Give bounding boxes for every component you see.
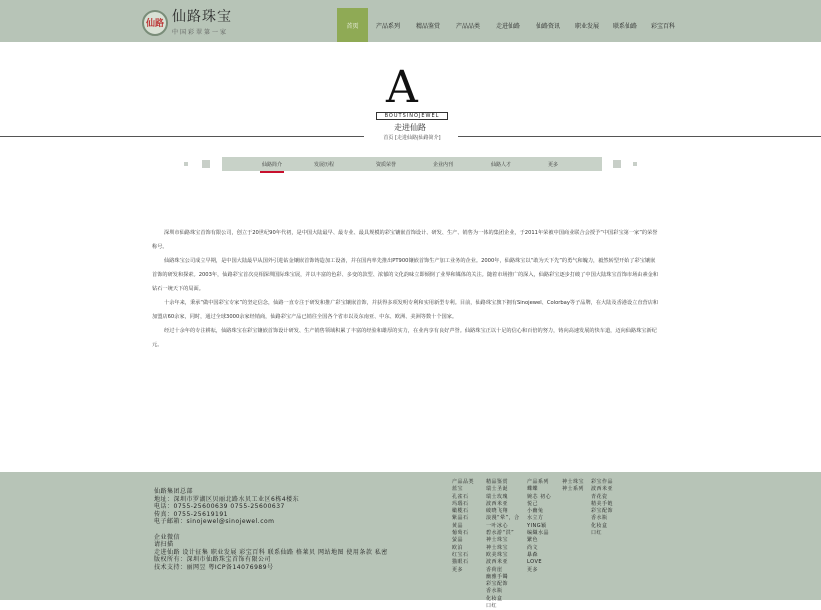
footer-col-series [527, 479, 551, 574]
tab-talent[interactable]: 仙路人才 [490, 161, 511, 168]
footer-link[interactable]: 水立方 [527, 515, 544, 522]
footer-link[interactable]: 黄晶 [452, 522, 464, 529]
footer-link[interactable]: 欧泊 [452, 544, 464, 551]
footer-link[interactable]: 精美手链 [591, 500, 614, 507]
footer-link[interactable]: 口红 [591, 530, 603, 537]
footer-link[interactable]: 更多 [452, 566, 464, 573]
footer-link[interactable]: 编織水晶 [527, 530, 550, 537]
next-arrow[interactable] [613, 160, 621, 168]
footer-link[interactable]: 蓝宝 [452, 486, 464, 493]
logo[interactable] [142, 9, 232, 36]
breadcrumb[interactable]: 首页 [走进仙路|仙路简介] [383, 135, 441, 141]
footer-link[interactable]: 波西米亚 [591, 486, 614, 493]
article-paragraph: 十余年来，秉承“做中国彩宝专家”的坚定信念，仙路一直专注于研发和推广彩宝镶嵌首饰，并获得多项发明专利和实用新型专利。目前，仙路珠宝旗下拥有Sinojewel、Colorbay等子品牌，在大陆及香港设立直营店和加盟店60余家，同时，通过全球3000余家经销商，仙路彩宝产品已销往全国各个省市以及东南亚、中东、欧洲、美洲等数十个国家。 [152, 300, 659, 320]
page-title: 走进仙路 [394, 123, 426, 132]
footer-wechat-label: 企业微信 [154, 533, 181, 541]
logo-emblem-icon: 仙路 [142, 10, 168, 36]
tab-honors[interactable]: 资质荣誉 [375, 161, 396, 168]
footer-link[interactable]: 萤晶 [452, 537, 464, 544]
footer-link[interactable]: 碧水游“洪” [486, 530, 515, 537]
nav-careers[interactable]: 职业发展 [574, 22, 599, 30]
nav-products[interactable]: 产品系列 [375, 22, 400, 30]
nav-home[interactable]: 首页 [337, 8, 368, 42]
footer-tech-support: 技术支持：丽网昱 粤ICP备14076989号 [154, 563, 274, 571]
footer-link[interactable]: 尚文 [527, 544, 539, 551]
footer-link[interactable]: 紫晶石 [452, 515, 469, 522]
footer-company: 仙路集团总部 [154, 488, 194, 495]
sub-tabs-row [222, 157, 602, 171]
footer-link[interactable]: 神士系列 [562, 486, 585, 493]
footer-link[interactable]: 蝶蝶 [527, 486, 539, 493]
footer-copyright: 版权所有：深圳市仙路珠宝首饰有限公司 [154, 556, 272, 563]
footer-link[interactable]: 更多 [527, 566, 539, 573]
tab-history[interactable]: 发展历程 [313, 161, 334, 168]
footer-link[interactable]: 波西米亚 [486, 500, 509, 507]
nav-encyclopedia[interactable]: 彩宝百科 [650, 22, 675, 30]
footer-link[interactable]: 悦己 [527, 500, 539, 507]
prev-small-arrow[interactable] [184, 162, 188, 166]
nav-news[interactable]: 仙路资讯 [535, 22, 560, 30]
footer-link[interactable]: 青花瓷 [591, 493, 608, 500]
footer-link[interactable]: 浪漫“晕”，合 [486, 515, 520, 522]
footer-link[interactable]: 瑞士圣诞 [486, 486, 509, 493]
footer [0, 472, 821, 610]
footer-link[interactable]: 幽雅手镯 [486, 573, 509, 580]
footer-link[interactable]: 瑞士玫瑰 [486, 493, 509, 500]
footer-link[interactable]: 猫眼石 [452, 559, 469, 566]
footer-scan-label: 请扫描 [154, 541, 174, 548]
logo-text [172, 9, 232, 36]
divider-right [458, 136, 821, 137]
tab-more[interactable]: 更多 [547, 161, 558, 168]
prev-arrow[interactable] [202, 160, 210, 168]
hero-english-title: BOUTSINOJEWEL [376, 112, 448, 120]
footer-link[interactable]: 一叶冰心 [486, 522, 509, 529]
footer-gap [154, 526, 388, 534]
article-paragraph: 经过十余年的专注耕耘，仙路珠宝在彩宝镶嵌首饰设计研发、生产销售领域积累了丰富的经验和雄厚的实力，在业内享有良好声誉。仙路珠宝正以十足的信心和百倍的努力，铸向高速发展的快车道，迈向仙路珠宝新纪元。 [152, 328, 657, 348]
footer-link[interactable]: 香荷崖 [486, 566, 503, 573]
footer-link[interactable]: 彩宝作品 [591, 479, 614, 485]
footer-link[interactable]: 波西米亚 [486, 559, 509, 566]
footer-link[interactable]: 橄榄石 [452, 508, 469, 515]
footer-contact-info [154, 488, 388, 571]
footer-links[interactable]: 走进仙路 设计征集 职业发展 彩宝百科 联系仙路 格莱贝 网站地图 使用条款 私密 [154, 548, 388, 556]
nav-showcase[interactable]: 精品鉴赏 [415, 22, 440, 30]
company-intro-article [152, 226, 660, 352]
footer-link[interactable]: 葡萄石 [452, 530, 469, 537]
footer-fax: 传真：0755-25619191 [154, 510, 228, 518]
footer-col-categories [452, 479, 474, 574]
tab-journal[interactable]: 企业内刊 [432, 161, 453, 168]
footer-link[interactable]: 产品品类 [452, 479, 475, 485]
nav-categories[interactable]: 产品品类 [455, 22, 480, 30]
footer-address: 地址：深圳市罗湖区贝丽北路水贝工业区6栋4楼东 [154, 495, 300, 503]
footer-link[interactable]: 化妆盒 [591, 522, 608, 529]
footer-link[interactable]: 产品系列 [527, 479, 550, 485]
footer-col-gentleman [562, 479, 584, 494]
footer-link[interactable]: 暴森 [527, 551, 539, 558]
footer-link[interactable]: 玛瑙石 [452, 500, 469, 507]
footer-link[interactable]: LOVE [527, 559, 543, 566]
article-paragraph: 深圳市仙路珠宝首饰有限公司，创立于20世纪90年代初，是中国大陆最早、最专业、最具规模的彩宝镶嵌首饰设计、研发、生产、销售为一体的集团企业，于2011年荣被中国商业联合会授予“中国彩宝第一家”的荣誉称号。 [152, 230, 658, 250]
footer-link[interactable]: 口红 [486, 603, 498, 610]
footer-link[interactable]: 精品鉴赏 [486, 479, 509, 485]
footer-link[interactable]: YING颖 [527, 522, 547, 529]
footer-link[interactable]: 破晓飞翔 [486, 508, 509, 515]
footer-phone: 电话：0755-25600639 0755-25600637 [154, 503, 285, 510]
footer-link[interactable]: 繁色 [527, 537, 539, 544]
header-bar [0, 0, 821, 42]
footer-col-showcase [486, 479, 520, 610]
footer-link[interactable]: 神士珠宝 [562, 479, 585, 485]
logo-title: 仙路珠宝 [172, 9, 232, 25]
article-paragraph: 仙路珠宝公司成立早期，是中国大陆最早从国外引进钻金镶嵌首饰铸造加工设备，并在国内率先推出PT900镶嵌首饰生产加工业务的企业。2000年，仙路珠宝以“敢为天下先”的勇气和魄力，毅然转型开始了彩宝镶嵌首饰的研发和探索。2003年，仙路彩宝首次亮相深圳国际珠宝展，并以丰富的色彩、多变的款型、浓郁的文化韵味立即倾倒了业界和媒体的关注。随着市场推广的深入，仙路彩宝逐步打破了中国大陆珠宝首饰市场由素金和钻石一统天下的局面。 [152, 258, 659, 292]
next-small-arrow[interactable] [633, 162, 637, 166]
footer-link[interactable]: 婉芯 初心 [527, 493, 552, 500]
footer-link[interactable]: 小幽兔 [527, 508, 544, 515]
hero-letter: A [386, 62, 418, 113]
footer-link[interactable]: 化妆盒 [486, 595, 503, 602]
footer-link[interactable]: 彩宝配饰 [486, 581, 509, 588]
footer-link[interactable]: 红宝石 [452, 551, 469, 558]
footer-link[interactable]: 欧美珠宝 [486, 551, 509, 558]
nav-contact[interactable]: 联系仙路 [612, 22, 637, 30]
divider-left [0, 136, 364, 137]
footer-link[interactable]: 神士珠宝 [486, 544, 509, 551]
footer-link[interactable]: 孔雀石 [452, 493, 469, 500]
footer-link[interactable]: 彩宝配饰 [591, 508, 614, 515]
main-nav [337, 8, 682, 42]
nav-about[interactable]: 走进仙路 [495, 22, 520, 30]
footer-link[interactable]: 香水瓶 [591, 515, 608, 522]
footer-col-works [591, 479, 613, 537]
logo-subtitle: 中国彩翠第一家 [172, 29, 229, 36]
footer-link[interactable]: 香水瓶 [486, 588, 503, 595]
footer-email[interactable]: 电子邮箱：sinojewel@sinojewel.com [154, 518, 275, 525]
tab-company-intro[interactable]: 仙路简介 [260, 157, 284, 171]
footer-link[interactable]: 神士珠宝 [486, 537, 509, 544]
